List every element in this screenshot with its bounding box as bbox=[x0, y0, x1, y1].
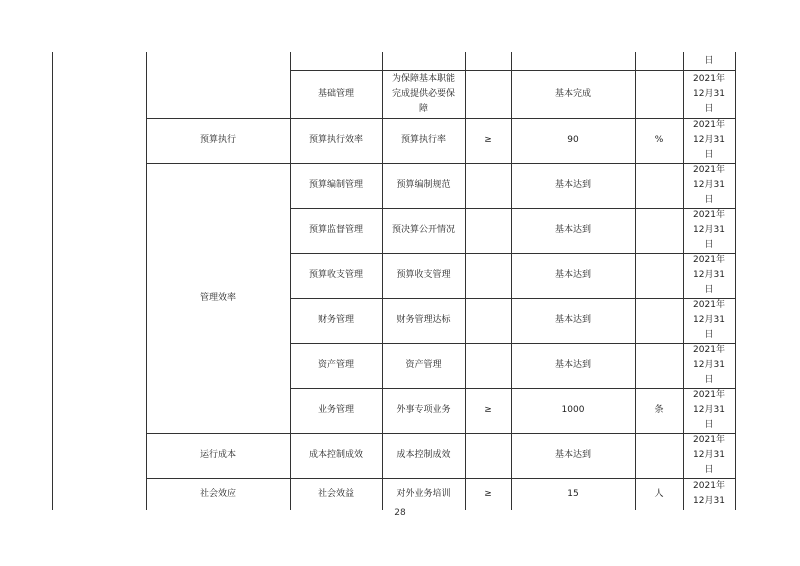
date-cell: 2021年 12月31 日 bbox=[693, 165, 725, 205]
value-cell: 90 bbox=[567, 135, 579, 145]
indicator-cell: 为保障基本职能完成提供必要保障 bbox=[391, 73, 455, 114]
unit-cell bbox=[635, 298, 683, 343]
unit-cell bbox=[635, 253, 683, 298]
value-cell: 基本完成 bbox=[554, 88, 591, 99]
category-cell: 资产管理 bbox=[317, 360, 354, 370]
unit-cell: 人 bbox=[654, 488, 664, 499]
symbol-cell: ≥ bbox=[484, 405, 492, 415]
category-cell: 预算执行效率 bbox=[308, 135, 363, 145]
indicator-cell: 预算编制规范 bbox=[396, 180, 451, 190]
category-cell: 业务管理 bbox=[317, 405, 354, 415]
symbol-cell: ≥ bbox=[484, 488, 492, 499]
value-cell: 基本达到 bbox=[554, 360, 591, 370]
unit-cell bbox=[635, 70, 683, 118]
page-margin-line bbox=[52, 52, 53, 510]
date-cell: 2021年 12月31 日 bbox=[693, 120, 725, 160]
category-cell: 社会效益 bbox=[317, 488, 354, 499]
value-cell: 15 bbox=[567, 488, 579, 499]
indicator-cell: 外事专项业务 bbox=[396, 405, 451, 415]
date-cell: 2021年 12月31 日 bbox=[693, 210, 725, 250]
symbol-cell bbox=[465, 70, 511, 118]
indicator-cell: 预算收支管理 bbox=[396, 270, 451, 280]
value-cell: 基本达到 bbox=[554, 225, 591, 235]
unit-cell bbox=[635, 343, 683, 388]
date-cell: 2021年 12月31 日 bbox=[693, 435, 725, 475]
symbol-cell bbox=[465, 253, 511, 298]
symbol-cell bbox=[465, 208, 511, 253]
value-cell: 基本达到 bbox=[554, 450, 591, 460]
section-budget-execution: 预算执行 bbox=[199, 135, 236, 145]
value-cell: 1000 bbox=[561, 405, 585, 415]
unit-cell bbox=[635, 433, 683, 478]
value-cell: 基本达到 bbox=[554, 180, 591, 190]
category-cell: 预算监督管理 bbox=[308, 225, 363, 235]
symbol-cell bbox=[465, 298, 511, 343]
category-cell: 预算收支管理 bbox=[308, 270, 363, 280]
table-border-right bbox=[735, 52, 736, 510]
date-cell: 2021年 12月31 日 bbox=[693, 300, 725, 340]
page-number: 28 bbox=[394, 508, 406, 518]
date-cell: 2021年 12月31 日 bbox=[693, 390, 725, 430]
value-cell: 基本达到 bbox=[554, 315, 591, 325]
unit-cell bbox=[635, 208, 683, 253]
indicator-cell: 对外业务培训 bbox=[396, 488, 451, 499]
category-cell: 预算编制管理 bbox=[308, 180, 363, 190]
unit-cell bbox=[635, 163, 683, 208]
date-cell: 2021年 12月31 bbox=[693, 481, 725, 506]
date-cell: 2021年 12月31 日 bbox=[693, 255, 725, 295]
symbol-cell bbox=[465, 433, 511, 478]
category-cell: 成本控制成效 bbox=[308, 450, 363, 460]
section-management-efficiency: 管理效率 bbox=[199, 292, 236, 303]
symbol-cell: ≥ bbox=[484, 135, 492, 145]
symbol-cell bbox=[465, 163, 511, 208]
category-cell: 财务管理 bbox=[317, 315, 354, 325]
category-cell: 基础管理 bbox=[317, 88, 354, 99]
indicator-cell: 预决算公开情况 bbox=[391, 225, 455, 235]
indicator-cell: 财务管理达标 bbox=[396, 315, 451, 325]
section-operating-cost: 运行成本 bbox=[199, 450, 236, 460]
section-social-benefit: 社会效应 bbox=[199, 488, 236, 499]
value-cell: 基本达到 bbox=[554, 270, 591, 280]
date-cell-fragment: 日 bbox=[704, 55, 714, 66]
unit-cell: % bbox=[654, 135, 664, 145]
date-cell: 2021年 12月31 日 bbox=[693, 345, 725, 385]
indicator-cell: 资产管理 bbox=[405, 360, 442, 370]
unit-cell: 条 bbox=[654, 405, 664, 415]
symbol-cell bbox=[465, 343, 511, 388]
date-cell: 2021年 12月31 日 bbox=[693, 73, 725, 114]
indicator-cell: 成本控制成效 bbox=[396, 450, 451, 460]
indicator-cell: 预算执行率 bbox=[400, 135, 446, 145]
